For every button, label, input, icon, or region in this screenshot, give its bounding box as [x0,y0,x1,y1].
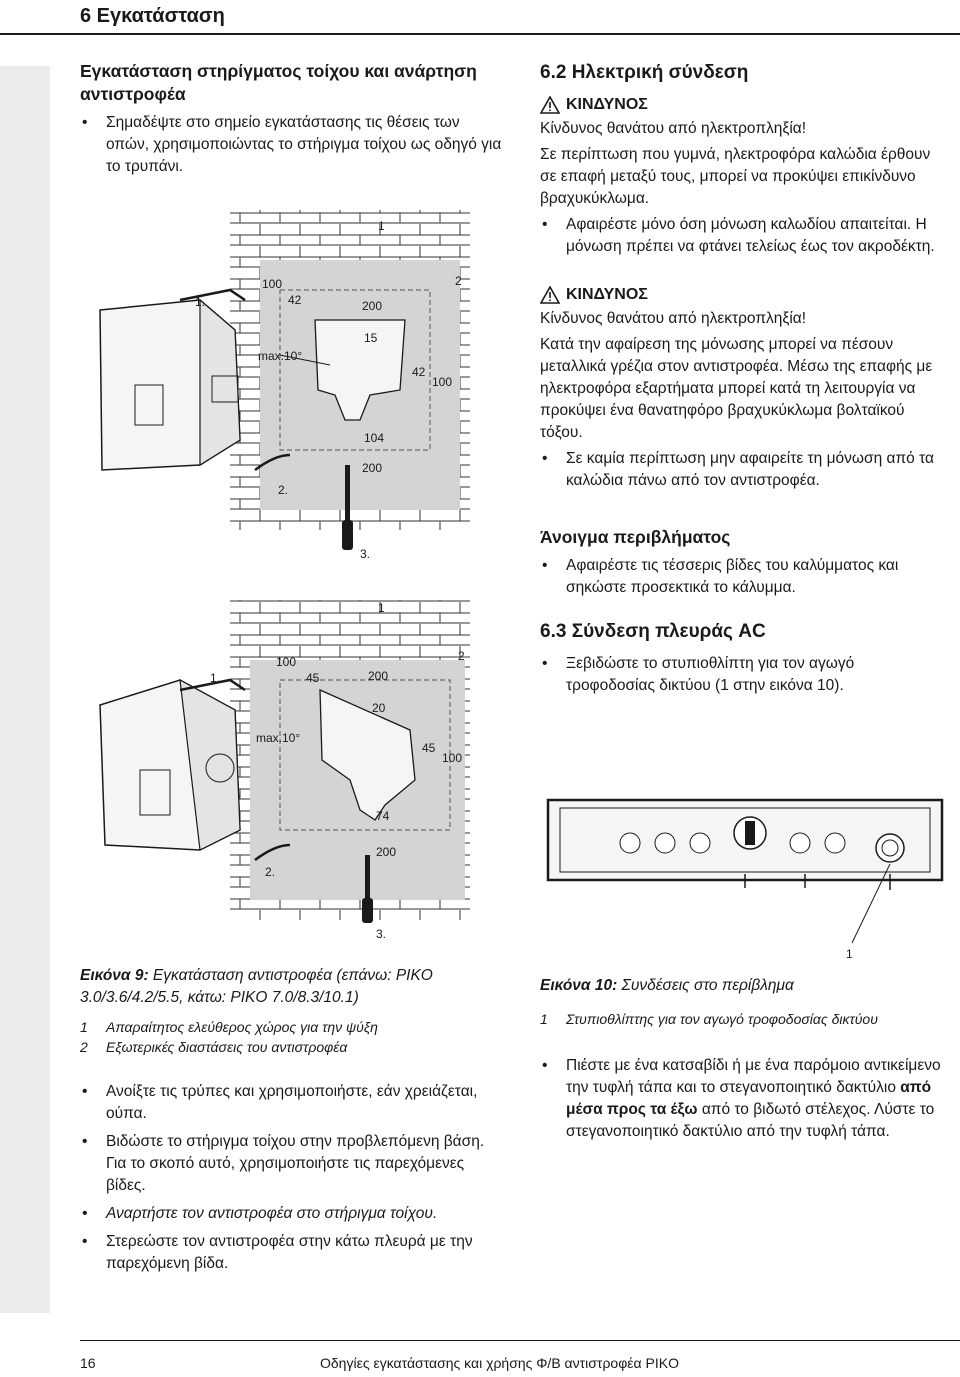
figure-9-caption [80,965,490,1009]
chapter-title: 6 Εγκατάσταση [80,5,225,27]
final-bullet [540,1055,945,1143]
figure-9-bottom [80,580,490,940]
figure-9-caption-block [80,965,490,1281]
figure-9-caption-text: Εγκατάσταση αντιστροφέα (επάνω: PIKO 3.0/3.6/4.2/5.5, κάτω: PIKO 7.0/8.3/10.1) [80,967,433,1006]
section-title-6-2: 6.2 Ηλεκτρική σύνδεση [540,62,749,83]
legend-number: 2 [80,1039,88,1055]
fig9-bot-step3: 3. [376,927,387,940]
legend-text: Απαραίτητος ελεύθερος χώρος για την ψύξη [106,1019,378,1035]
final-bullet-pre: Πιέστε με ένα κατσαβίδι ή με ένα παρόμοιο αντικείμενο την τυφλή τάπα και το στεγανοποιητικό δακτύλιο [566,1057,941,1096]
fig9-bot-label-2: 2 [458,649,465,663]
fig9-top-dim-15: 15 [364,331,378,345]
fig9-bot-dim-200: 200 [368,669,389,683]
intro-bullet: • Σημαδέψτε στο σημείο εγκατάστασης τις θέσεις των οπών, χρησιμοποιώντας το στήριγμα τοίχου ως οδηγό για το τρυπάνι. [80,112,505,178]
fig9-top-dim-100: 100 [262,277,283,291]
final-bullet-bold: από μέσα προς τα έξω [566,1079,932,1118]
warning-triangle-icon [540,96,560,114]
fig9-top-max-angle: max.10° [258,349,303,363]
fig9-top-step1: 1. [195,295,206,309]
legend-number: 1 [540,1011,548,1027]
danger-box-2-title [540,284,945,306]
danger-title: ΚΙΝΔΥΝΟΣ [566,286,648,303]
fig9-bot-dim-74: 74 [376,809,390,823]
bullet-item: • Βιδώστε το στήριγμα τοίχου στην προβλεπόμενη βάση. Για το σκοπό αυτό, χρησιμοποιήστε τις παρεχόμενες βίδες. [80,1131,490,1197]
bullet-item: • Αναρτήστε τον αντιστροφέα στο στήριγμα τοίχου. [80,1203,490,1225]
fig9-bot-dim-100: 100 [276,655,297,669]
danger-title: ΚΙΝΔΥΝΟΣ [566,96,648,113]
legend-text: Εξωτερικές διαστάσεις του αντιστροφέα [106,1039,348,1055]
dc-connector [655,833,675,853]
bottom-rule [80,1340,960,1341]
dc-connector [690,833,710,853]
figure-9-top [80,180,490,560]
fig9-bot-label-1: 1 [378,601,385,615]
legend-item [80,1017,490,1037]
legend-text: Στυπιοθλίπτης για τον αγωγό τροφοδοσίας δικτύου [566,1011,878,1027]
fig9-top-step3: 3. [360,547,371,560]
figure-10-caption-label: Εικόνα 10: [540,977,618,994]
housing-title: Άνοιγμα περιβλήματος [540,527,731,547]
danger-subtitle: Κίνδυνος θανάτου από ηλεκτροπληξία! [540,310,807,327]
fig9-top-label-1: 1 [378,219,385,233]
subsection-title: Εγκατάσταση στηρίγματος τοίχου και ανάρτηση αντιστροφέα [80,61,477,104]
fig9-top-label-2: 2 [455,274,462,288]
housing-bullet: • Αφαιρέστε τις τέσσερις βίδες του καλύμματος και σηκώστε προσεκτικά το κάλυμμα. [540,555,945,599]
figure-10-caption [540,975,945,997]
fig9-bot-step1: 1. [210,671,221,685]
dc-connector [825,833,845,853]
fig9-top-dim-42b: 42 [412,365,426,379]
danger-text: Σε περίπτωση που γυμνά, ηλεκτροφόρα καλώδια έρθουν σε επαφή μεταξύ τους, μπορεί να προκύψει επικίνδυνο βραχυκύκλωμα. [540,146,931,207]
bullet-item: • Στερεώστε τον αντιστροφέα στην κάτω πλευρά με την παρεχόμενη βίδα. [80,1231,490,1275]
page-number: 16 [80,1355,96,1371]
figure-10-caption-text: Συνδέσεις στο περίβλημα [617,977,794,994]
fig9-bot-dim-45b: 45 [422,741,436,755]
intro-bullet-list [80,112,505,178]
fig9-bot-dim-20: 20 [372,701,386,715]
fig9-top-dim-200b: 200 [362,461,383,475]
fig10-label-1: 1 [846,947,853,961]
fig9-top-step2: 2. [278,483,289,497]
final-bullet-post: από το βιδωτό στέλεχος. Λύστε το στεγανοποιητικό δακτύλιο από την τυφλή τάπα. [566,1101,935,1140]
figure-10 [540,778,950,968]
bullet-item: • Ανοίξτε τις τρύπες και χρησιμοποιήστε, εάν χρειάζεται, ούπα. [80,1081,490,1125]
dc-connector [620,833,640,853]
fig9-top-dim-104: 104 [364,431,385,445]
fig9-bot-step2: 2. [265,865,276,879]
legend-item [80,1037,490,1057]
installation-bullet-list [80,1081,490,1275]
danger-subtitle: Κίνδυνος θανάτου από ηλεκτροπληξία! [540,120,807,137]
danger-bullet: • Αφαιρέστε μόνο όση μόνωση καλωδίου απαιτείται. Η μόνωση πρέπει να φτάνει τελείως έως τον ακροδέκτη. [540,214,945,258]
fig9-top-dim-42: 42 [288,293,302,307]
top-rule [0,33,960,35]
danger-box-1-title [540,94,945,116]
dc-connector [790,833,810,853]
fig9-bot-max-angle: max.10° [256,731,301,745]
legend-number: 1 [80,1019,88,1035]
side-bar [0,66,50,1313]
left-column [80,60,505,184]
footer-text: Οδηγίες εγκατάστασης και χρήσης Φ/Β αντιστροφέα PIKO [320,1355,679,1371]
ac-cable-gland [876,834,904,862]
figure-9-caption-label: Εικόνα 9: [80,967,149,984]
danger-bullet: • Σε καμία περίπτωση μην αφαιρείτε τη μόνωση από τα καλώδια πάνω από τον αντιστροφέα. [540,448,945,492]
ac-bullet: • Ξεβιδώστε το στυπιοθλίπτη για τον αγωγό τροφοδοσίας δικτύου (1 στην εικόνα 10). [540,653,945,697]
fig9-bot-dim-200b: 200 [376,845,397,859]
fig9-top-dim-100b: 100 [432,375,453,389]
fig9-bot-dim-45: 45 [306,671,320,685]
fig9-bot-dim-100b: 100 [442,751,463,765]
fig9-top-dim-200: 200 [362,299,383,313]
figure-10-caption-block [540,975,945,1149]
danger-text: Κατά την αφαίρεση της μόνωσης μπορεί να πέσουν μεταλλικά γρέζια στον αντιστροφέα. Μέσω της επαφής με ηλεκτροφόρα εξαρτήματα μπορεί κατά τη λειτουργία να προκύψει ένα θανατηφόρο βραχυκύκλωμα βολταϊκού τόξου. [540,336,933,441]
right-column [540,60,945,703]
legend-item [540,1009,945,1029]
section-title-6-3: 6.3 Σύνδεση πλευράς AC [540,621,766,642]
warning-triangle-icon [540,286,560,304]
